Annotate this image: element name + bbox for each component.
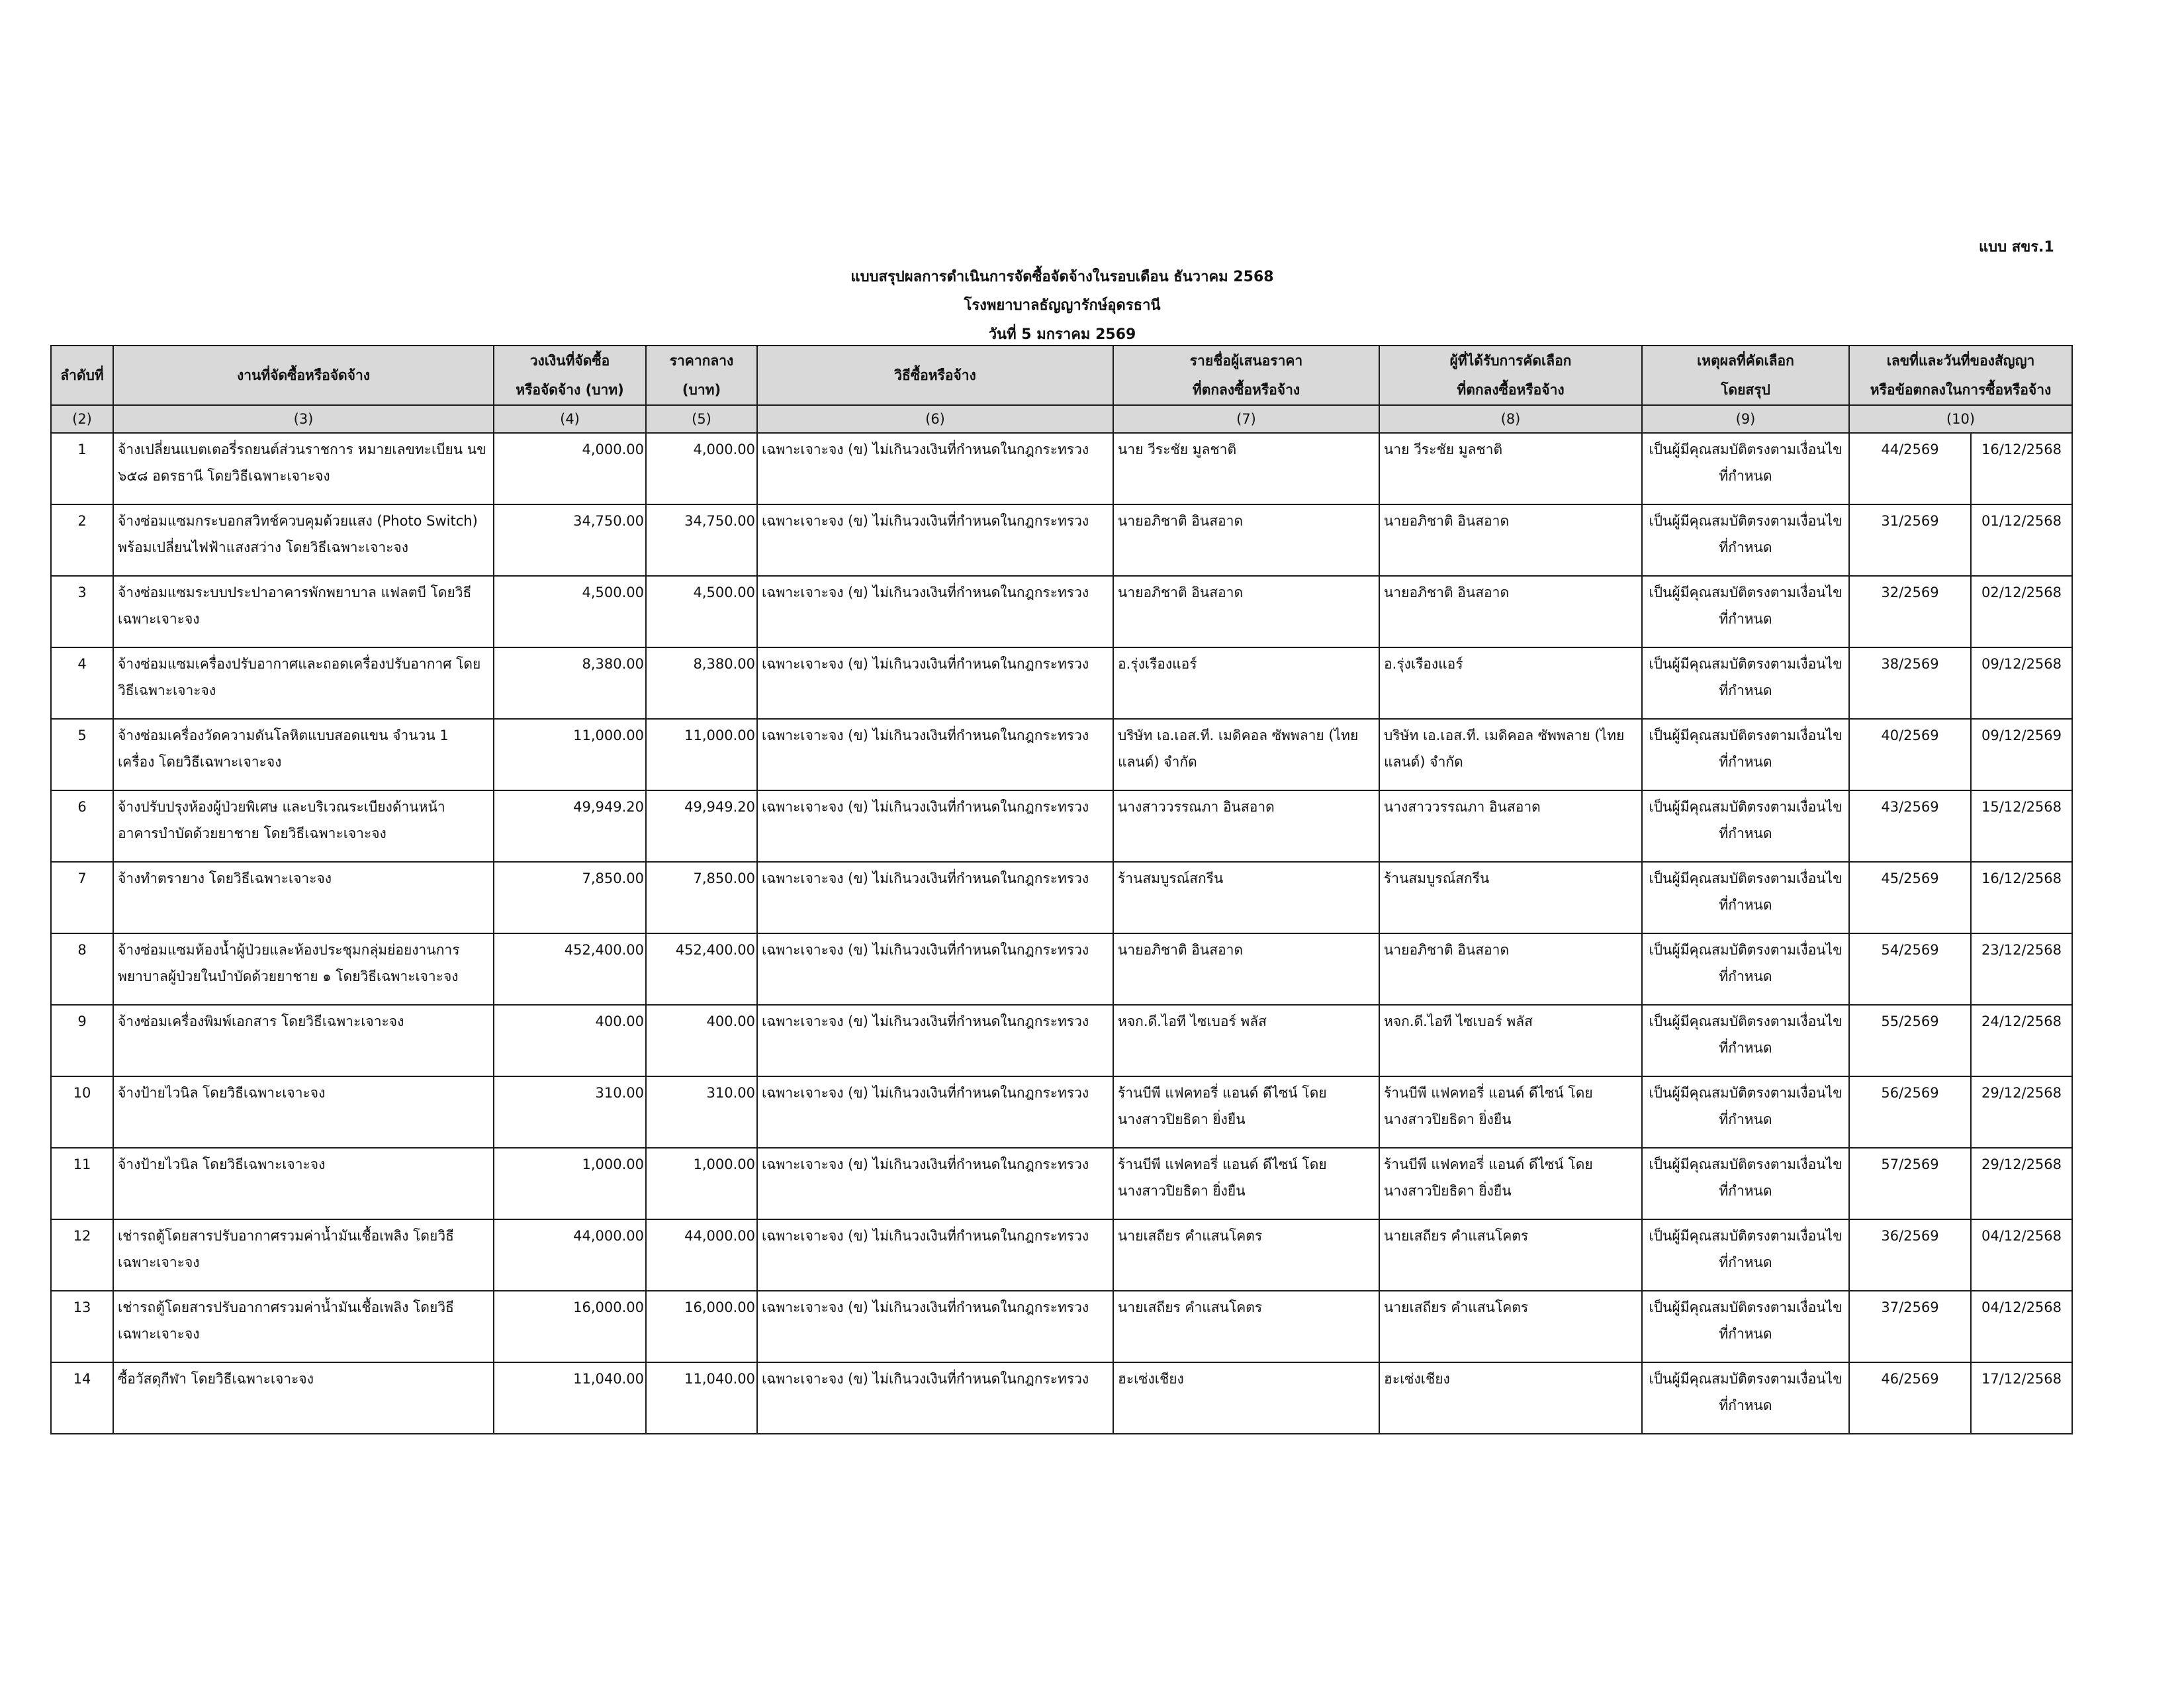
procurement-method: เฉพาะเจาะจง (ข) ไม่เกินวงเงินที่กำหนดในกฎกระทรวง xyxy=(757,862,1113,933)
budget-amount: 34,750.00 xyxy=(494,504,646,576)
table-row xyxy=(51,647,2072,719)
selected-vendor: นายอภิชาติ อินสอาด xyxy=(1379,933,1642,1005)
organization-name: โรงพยาบาลธัญญารักษ์อุดรธานี xyxy=(964,297,1161,314)
median-price: 7,850.00 xyxy=(646,862,757,933)
bidder-names: นายอภิชาติ อินสอาด xyxy=(1113,504,1379,576)
procurement-method: เฉพาะเจาะจง (ข) ไม่เกินวงเงินที่กำหนดในกฎกระทรวง xyxy=(757,1005,1113,1076)
selection-reason: เป็นผู้มีคุณสมบัติตรงตามเงื่อนไข ที่กำหนด xyxy=(1642,1005,1849,1076)
median-price: 8,380.00 xyxy=(646,647,757,719)
row-number: 11 xyxy=(51,1148,113,1219)
table-row xyxy=(51,433,2072,504)
selection-reason: เป็นผู้มีคุณสมบัติตรงตามเงื่อนไข ที่กำหนด xyxy=(1642,1148,1849,1219)
report-title: แบบสรุปผลการดำเนินการจัดซื้อจัดจ้างในรอบเดือน ธันวาคม 2568 xyxy=(850,269,1274,285)
item-description: จ้างเปลี่ยนแบตเตอรี่รถยนต์ส่วนราชการ หมายเลขทะเบียน นข ๖๕๘ อดรธานี โดยวิธีเฉพาะเจาะจง xyxy=(113,433,494,504)
procurement-method: เฉพาะเจาะจง (ข) ไม่เกินวงเงินที่กำหนดในกฎกระทรวง xyxy=(757,1148,1113,1219)
contract-number: 57/2569 xyxy=(1849,1148,1971,1219)
header-selected: ผู้ที่ได้รับการคัดเลือก ที่ตกลงซื้อหรือจ้าง xyxy=(1379,346,1642,405)
selected-vendor: ฮะเซ่งเชียง xyxy=(1379,1362,1642,1434)
row-number: 3 xyxy=(51,576,113,647)
median-price: 4,000.00 xyxy=(646,433,757,504)
table-row xyxy=(51,790,2072,862)
selected-vendor: หจก.ดี.ไอที ไซเบอร์ พลัส xyxy=(1379,1005,1642,1076)
procurement-method: เฉพาะเจาะจง (ข) ไม่เกินวงเงินที่กำหนดในกฎกระทรวง xyxy=(757,933,1113,1005)
header-reason: เหตุผลที่คัดเลือก โดยสรุป xyxy=(1642,346,1849,405)
selected-vendor: นายอภิชาติ อินสอาด xyxy=(1379,576,1642,647)
header-contract: เลขที่และวันที่ของสัญญา หรือข้อตกลงในการซื้อหรือจ้าง xyxy=(1849,346,2072,405)
contract-number: 43/2569 xyxy=(1849,790,1971,862)
selection-reason: เป็นผู้มีคุณสมบัติตรงตามเงื่อนไข ที่กำหนด xyxy=(1642,1076,1849,1148)
contract-date: 23/12/2568 xyxy=(1971,933,2072,1005)
row-number: 7 xyxy=(51,862,113,933)
contract-date: 29/12/2568 xyxy=(1971,1148,2072,1219)
row-number: 14 xyxy=(51,1362,113,1434)
bidder-names: นายเสถียร คำแสนโคตร xyxy=(1113,1219,1379,1291)
item-description: จ้างปรับปรุงห้องผู้ป่วยพิเศษ และบริเวณระเบียงด้านหน้า อาคารบำบัดด้วยยาชาย โดยวิธีเฉพาะเจาะจง xyxy=(113,790,494,862)
row-number: 10 xyxy=(51,1076,113,1148)
budget-amount: 400.00 xyxy=(494,1005,646,1076)
procurement-method: เฉพาะเจาะจง (ข) ไม่เกินวงเงินที่กำหนดในกฎกระทรวง xyxy=(757,576,1113,647)
header-median-price: ราคากลาง (บาท) xyxy=(646,346,757,405)
budget-amount: 44,000.00 xyxy=(494,1219,646,1291)
colnum-5: (5) xyxy=(646,405,757,433)
row-number: 5 xyxy=(51,719,113,790)
contract-date: 15/12/2568 xyxy=(1971,790,2072,862)
header-method: วิธีซื้อหรือจ้าง xyxy=(757,346,1113,405)
median-price: 4,500.00 xyxy=(646,576,757,647)
item-description: เช่ารถตู้โดยสารปรับอากาศรวมค่าน้ำมันเชื้อเพลิง โดยวิธีเฉพาะเจาะจง xyxy=(113,1219,494,1291)
median-price: 11,040.00 xyxy=(646,1362,757,1434)
contract-date: 24/12/2568 xyxy=(1971,1005,2072,1076)
contract-number: 36/2569 xyxy=(1849,1219,1971,1291)
contract-number: 31/2569 xyxy=(1849,504,1971,576)
table-row xyxy=(51,504,2072,576)
item-description: จ้างป้ายไวนิล โดยวิธีเฉพาะเจาะจง xyxy=(113,1148,494,1219)
procurement-method: เฉพาะเจาะจง (ข) ไม่เกินวงเงินที่กำหนดในกฎกระทรวง xyxy=(757,719,1113,790)
table-row xyxy=(51,576,2072,647)
contract-number: 54/2569 xyxy=(1849,933,1971,1005)
selected-vendor: นางสาววรรณภา อินสอาด xyxy=(1379,790,1642,862)
procurement-method: เฉพาะเจาะจง (ข) ไม่เกินวงเงินที่กำหนดในกฎกระทรวง xyxy=(757,1219,1113,1291)
selection-reason: เป็นผู้มีคุณสมบัติตรงตามเงื่อนไข ที่กำหนด xyxy=(1642,504,1849,576)
colnum-4: (4) xyxy=(494,405,646,433)
contract-number: 56/2569 xyxy=(1849,1076,1971,1148)
contract-date: 09/12/2568 xyxy=(1971,647,2072,719)
bidder-names: หจก.ดี.ไอที ไซเบอร์ พลัส xyxy=(1113,1005,1379,1076)
contract-number: 37/2569 xyxy=(1849,1291,1971,1362)
budget-amount: 4,000.00 xyxy=(494,433,646,504)
colnum-3: (3) xyxy=(113,405,494,433)
procurement-method: เฉพาะเจาะจง (ข) ไม่เกินวงเงินที่กำหนดในกฎกระทรวง xyxy=(757,1076,1113,1148)
median-price: 49,949.20 xyxy=(646,790,757,862)
selected-vendor: ร้านบีพี แฟคทอรี่ แอนด์ ดีไซน์ โดย นางสาวปิยธิดา ยิ่งยืน xyxy=(1379,1148,1642,1219)
contract-date: 17/12/2568 xyxy=(1971,1362,2072,1434)
table-row xyxy=(51,1362,2072,1434)
table-row xyxy=(51,1005,2072,1076)
row-number: 9 xyxy=(51,1005,113,1076)
bidder-names: อ.รุ่งเรืองแอร์ xyxy=(1113,647,1379,719)
contract-date: 04/12/2568 xyxy=(1971,1291,2072,1362)
selection-reason: เป็นผู้มีคุณสมบัติตรงตามเงื่อนไข ที่กำหนด xyxy=(1642,933,1849,1005)
colnum-6: (6) xyxy=(757,405,1113,433)
procurement-method: เฉพาะเจาะจง (ข) ไม่เกินวงเงินที่กำหนดในกฎกระทรวง xyxy=(757,647,1113,719)
budget-amount: 11,040.00 xyxy=(494,1362,646,1434)
colnum-9: (9) xyxy=(1642,405,1849,433)
table-row xyxy=(51,1076,2072,1148)
selection-reason: เป็นผู้มีคุณสมบัติตรงตามเงื่อนไข ที่กำหนด xyxy=(1642,862,1849,933)
selection-reason: เป็นผู้มีคุณสมบัติตรงตามเงื่อนไข ที่กำหนด xyxy=(1642,433,1849,504)
item-description: จ้างซ่อมเครื่องวัดความดันโลหิตแบบสอดแขน จำนวน 1 เครื่อง โดยวิธีเฉพาะเจาะจง xyxy=(113,719,494,790)
selected-vendor: ร้านบีพี แฟคทอรี่ แอนด์ ดีไซน์ โดย นางสาวปิยธิดา ยิ่งยืน xyxy=(1379,1076,1642,1148)
contract-number: 44/2569 xyxy=(1849,433,1971,504)
bidder-names: นายเสถียร คำแสนโคตร xyxy=(1113,1291,1379,1362)
contract-date: 29/12/2568 xyxy=(1971,1076,2072,1148)
contract-date: 01/12/2568 xyxy=(1971,504,2072,576)
selected-vendor: นาย วีระชัย มูลชาติ xyxy=(1379,433,1642,504)
bidder-names: นายอภิชาติ อินสอาด xyxy=(1113,933,1379,1005)
bidder-names: บริษัท เอ.เอส.ที. เมดิคอล ซัพพลาย (ไทยแลนด์) จำกัด xyxy=(1113,719,1379,790)
contract-number: 38/2569 xyxy=(1849,647,1971,719)
row-number: 6 xyxy=(51,790,113,862)
selection-reason: เป็นผู้มีคุณสมบัติตรงตามเงื่อนไข ที่กำหนด xyxy=(1642,1219,1849,1291)
budget-amount: 4,500.00 xyxy=(494,576,646,647)
table-row xyxy=(51,1291,2072,1362)
header-budget: วงเงินที่จัดซื้อ หรือจัดจ้าง (บาท) xyxy=(494,346,646,405)
item-description: จ้างป้ายไวนิล โดยวิธีเฉพาะเจาะจง xyxy=(113,1076,494,1148)
selected-vendor: นายเสถียร คำแสนโคตร xyxy=(1379,1291,1642,1362)
procurement-method: เฉพาะเจาะจง (ข) ไม่เกินวงเงินที่กำหนดในกฎกระทรวง xyxy=(757,1291,1113,1362)
budget-amount: 8,380.00 xyxy=(494,647,646,719)
contract-date: 16/12/2568 xyxy=(1971,862,2072,933)
table-row xyxy=(51,933,2072,1005)
report-date: วันที่ 5 มกราคม 2569 xyxy=(988,326,1136,343)
row-number: 4 xyxy=(51,647,113,719)
bidder-names: ร้านสมบูรณ์สกรีน xyxy=(1113,862,1379,933)
contract-number: 46/2569 xyxy=(1849,1362,1971,1434)
selected-vendor: นายอภิชาติ อินสอาด xyxy=(1379,504,1642,576)
table-row xyxy=(51,719,2072,790)
median-price: 1,000.00 xyxy=(646,1148,757,1219)
header-item: งานที่จัดซื้อหรือจัดจ้าง xyxy=(113,346,494,405)
contract-number: 32/2569 xyxy=(1849,576,1971,647)
contract-date: 04/12/2568 xyxy=(1971,1219,2072,1291)
median-price: 400.00 xyxy=(646,1005,757,1076)
selection-reason: เป็นผู้มีคุณสมบัติตรงตามเงื่อนไข ที่กำหนด xyxy=(1642,647,1849,719)
contract-number: 45/2569 xyxy=(1849,862,1971,933)
median-price: 11,000.00 xyxy=(646,719,757,790)
budget-amount: 7,850.00 xyxy=(494,862,646,933)
contract-date: 16/12/2568 xyxy=(1971,433,2072,504)
selected-vendor: ร้านสมบูรณ์สกรีน xyxy=(1379,862,1642,933)
contract-date: 02/12/2568 xyxy=(1971,576,2072,647)
item-description: จ้างซ่อมแซมเครื่องปรับอากาศและถอดเครื่องปรับอากาศ โดยวิธีเฉพาะเจาะจง xyxy=(113,647,494,719)
form-code: แบบ สขร.1 xyxy=(1979,239,2054,256)
median-price: 452,400.00 xyxy=(646,933,757,1005)
budget-amount: 452,400.00 xyxy=(494,933,646,1005)
selection-reason: เป็นผู้มีคุณสมบัติตรงตามเงื่อนไข ที่กำหนด xyxy=(1642,790,1849,862)
item-description: เช่ารถตู้โดยสารปรับอากาศรวมค่าน้ำมันเชื้อเพลิง โดยวิธีเฉพาะเจาะจง xyxy=(113,1291,494,1362)
contract-date: 09/12/2569 xyxy=(1971,719,2072,790)
header-bidders: รายชื่อผู้เสนอราคา ที่ตกลงซื้อหรือจ้าง xyxy=(1113,346,1379,405)
procurement-method: เฉพาะเจาะจง (ข) ไม่เกินวงเงินที่กำหนดในกฎกระทรวง xyxy=(757,1362,1113,1434)
colnum-8: (8) xyxy=(1379,405,1642,433)
row-number: 13 xyxy=(51,1291,113,1362)
median-price: 34,750.00 xyxy=(646,504,757,576)
table-row xyxy=(51,862,2072,933)
table-row xyxy=(51,1219,2072,1291)
median-price: 16,000.00 xyxy=(646,1291,757,1362)
median-price: 44,000.00 xyxy=(646,1219,757,1291)
selection-reason: เป็นผู้มีคุณสมบัติตรงตามเงื่อนไข ที่กำหนด xyxy=(1642,719,1849,790)
selection-reason: เป็นผู้มีคุณสมบัติตรงตามเงื่อนไข ที่กำหนด xyxy=(1642,576,1849,647)
header-row xyxy=(51,346,2072,405)
budget-amount: 16,000.00 xyxy=(494,1291,646,1362)
item-description: จ้างซ่อมเครื่องพิมพ์เอกสาร โดยวิธีเฉพาะเจาะจง xyxy=(113,1005,494,1076)
contract-number: 40/2569 xyxy=(1849,719,1971,790)
bidder-names: นายอภิชาติ อินสอาด xyxy=(1113,576,1379,647)
colnum-7: (7) xyxy=(1113,405,1379,433)
contract-number: 55/2569 xyxy=(1849,1005,1971,1076)
item-description: จ้างซ่อมแซมห้องน้ำผู้ป่วยและห้องประชุมกลุ่มย่อยงานการพยาบาลผู้ป่วยในบำบัดด้วยยาชาย ๑ โดยวิธีเฉพาะเจาะจง xyxy=(113,933,494,1005)
selection-reason: เป็นผู้มีคุณสมบัติตรงตามเงื่อนไข ที่กำหนด xyxy=(1642,1291,1849,1362)
selected-vendor: บริษัท เอ.เอส.ที. เมดิคอล ซัพพลาย (ไทยแลนด์) จำกัด xyxy=(1379,719,1642,790)
budget-amount: 1,000.00 xyxy=(494,1148,646,1219)
item-description: จ้างซ่อมแซมกระบอกสวิทช์ควบคุมด้วยแสง (Photo Switch) พร้อมเปลี่ยนไฟฟ้าแสงสว่าง โดยวิธีเฉพาะเจาะจง xyxy=(113,504,494,576)
bidder-names: นางสาววรรณภา อินสอาด xyxy=(1113,790,1379,862)
budget-amount: 310.00 xyxy=(494,1076,646,1148)
item-description: จ้างซ่อมแซมระบบประปาอาคารพักพยาบาล แฟลตบี โดยวิธีเฉพาะเจาะจง xyxy=(113,576,494,647)
row-number: 8 xyxy=(51,933,113,1005)
procurement-method: เฉพาะเจาะจง (ข) ไม่เกินวงเงินที่กำหนดในกฎกระทรวง xyxy=(757,790,1113,862)
row-number: 2 xyxy=(51,504,113,576)
procurement-table xyxy=(50,345,2073,1434)
table-row xyxy=(51,1148,2072,1219)
selected-vendor: อ.รุ่งเรืองแอร์ xyxy=(1379,647,1642,719)
budget-amount: 49,949.20 xyxy=(494,790,646,862)
bidder-names: นาย วีระชัย มูลชาติ xyxy=(1113,433,1379,504)
median-price: 310.00 xyxy=(646,1076,757,1148)
bidder-names: ร้านบีพี แฟคทอรี่ แอนด์ ดีไซน์ โดยนางสาวปิยธิดา ยิ่งยืน xyxy=(1113,1076,1379,1148)
procurement-method: เฉพาะเจาะจง (ข) ไม่เกินวงเงินที่กำหนดในกฎกระทรวง xyxy=(757,504,1113,576)
bidder-names: ฮะเซ่งเชียง xyxy=(1113,1362,1379,1434)
budget-amount: 11,000.00 xyxy=(494,719,646,790)
row-number: 12 xyxy=(51,1219,113,1291)
bidder-names: ร้านบีพี แฟคทอรี่ แอนด์ ดีไซน์ โดยนางสาวปิยธิดา ยิ่งยืน xyxy=(1113,1148,1379,1219)
header-no: ลำดับที่ xyxy=(51,346,113,405)
colnum-2: (2) xyxy=(51,405,113,433)
column-number-row xyxy=(51,405,2072,433)
selection-reason: เป็นผู้มีคุณสมบัติตรงตามเงื่อนไข ที่กำหนด xyxy=(1642,1362,1849,1434)
selected-vendor: นายเสถียร คำแสนโคตร xyxy=(1379,1219,1642,1291)
procurement-method: เฉพาะเจาะจง (ข) ไม่เกินวงเงินที่กำหนดในกฎกระทรวง xyxy=(757,433,1113,504)
colnum-10: (10) xyxy=(1849,405,2072,433)
item-description: ซื้อวัสดุกีฬา โดยวิธีเฉพาะเจาะจง xyxy=(113,1362,494,1434)
item-description: จ้างทำตรายาง โดยวิธีเฉพาะเจาะจง xyxy=(113,862,494,933)
row-number: 1 xyxy=(51,433,113,504)
